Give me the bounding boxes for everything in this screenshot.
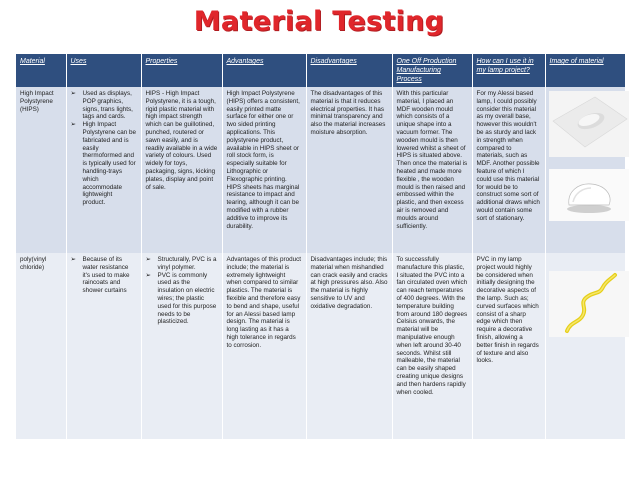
- properties-list: [146, 256, 218, 326]
- uses-list: [71, 256, 137, 295]
- header-uses: Uses: [66, 54, 141, 87]
- arrow-bullet-icon: ➢: [70, 121, 76, 129]
- header-properties: Properties: [141, 54, 222, 87]
- header-disadvantages: Disadvantages: [306, 54, 392, 87]
- header-advantages: Advantages: [222, 54, 306, 87]
- hips-sheet-image: [549, 91, 629, 157]
- header-lamp: How can I use it in my lamp project?: [472, 54, 545, 87]
- cell-material: High Impact Polystyrene (HIPS): [16, 87, 66, 253]
- cell-material: poly(vinyl chloride): [16, 253, 66, 439]
- slide-title: Material Testing: [193, 6, 445, 37]
- cell-uses: [66, 253, 141, 439]
- table-row: [16, 253, 625, 439]
- header-process: One Off Production Manufacturing Process: [392, 54, 472, 87]
- cell-properties: [141, 253, 222, 439]
- uses-list: [71, 90, 137, 207]
- cell-lamp: For my Alessi based lamp, I could possibly consider this material as my overall base, however this wouldn't be as sturdy and lack in strength when compared to materials, such as MDF. Another possible feature of which I could use this material for would be to construct some sort of additional draws which would contain some sort of stationary.: [472, 87, 545, 253]
- list-item: ➢ PVC is commonly used as the insulation on electric wires; the plastic used for this purpose needs to be plasticized.: [145, 271, 217, 326]
- cell-image: [545, 253, 625, 439]
- table-row: [16, 87, 625, 253]
- cell-advantages: Advantages of this product include; the material is extremely lightweight when compared to similar plastics. The material is flexible and therefore easy to bend and shape, useful for an Alessi based lamp design. The material is long lasting as it has a high tolerance in regards to corrosion.: [222, 253, 306, 439]
- list-item: ➢ Structurally, PVC is a vinyl polymer.: [145, 256, 217, 271]
- cell-process: To successfully manufacture this plastic, I situated the PVC into a fan circulated oven which can reach temperatures of 400 degrees. With the temperature building from around 180 degrees Celsius onwards, the material will be manipulative enough when left around 30-40 seconds. Whilst still malleable, the material can be easily shaped creating unique designs and then hardens rapidly when cooled.: [392, 253, 472, 439]
- cell-process: With this particular material, I placed an MDF wooden mould which consists of a unique shape into a vacuum former. The wooden mould is then lowered whilst a sheet of HIPS is situated above. Then once the material is heated and made more flexible , the wooden mould is then raised and embossed within the plastic, and then excess air is removed and moulds around sufficiently.: [392, 87, 472, 253]
- header-image: Image of material: [545, 54, 625, 87]
- cell-disadvantages: Disadvantages include; this material when mishandled can crack easily and cracks at high pressures also. Also the material is highly sensitive to UV and oxidative degradation.: [306, 253, 392, 439]
- list-item: ➢ High Impact Polystyrene can be fabricated and is easily thermoformed and is typically used for handling-trays which accommodate lightweight product.: [70, 121, 137, 207]
- cell-advantages: High Impact Polystyrene (HIPS) offers a consistent, easily printed matte surface for either one or two sided printing applications. This polystyrene product, available in HIPS sheet or roll stock form, is especially suitable for Lithographic or Flexographic printing. HIPS sheets has marginal resistance to impact and tearing, although it can be modified with a rubber additive to improve its durability.: [222, 87, 306, 253]
- cell-lamp: PVC in my lamp project would highly be considered when initially designing the decorative aspects of the lamp. Such as; curved surfaces which consist of a sharp edge which then require a decorative finish, allowing a better finish in regards of texture and also looks.: [472, 253, 545, 439]
- cell-image: [545, 87, 625, 253]
- arrow-bullet-icon: ➢: [145, 271, 151, 279]
- cell-uses: [66, 87, 141, 253]
- list-item: ➢ Used as displays, POP graphics, signs, trans lights, tags and cards.: [70, 90, 133, 121]
- arrow-bullet-icon: ➢: [145, 256, 151, 263]
- cell-properties: HIPS - High Impact Polystyrene, it is a tough, rigid plastic material with high impact strength which can be guillotined, punched, routered or sawn easily, and is readily available in a wide variety of colours. Used widely for toys, packaging, signs, kicking plates, display and point of sale.: [141, 87, 222, 253]
- arrow-bullet-icon: ➢: [70, 256, 76, 263]
- header-row: [16, 54, 625, 87]
- pvc-twisted-strip-image: [549, 271, 629, 337]
- header-material: Material: [16, 54, 66, 87]
- list-item: ➢ Because of its water resistance it's used to make raincoats and shower curtains: [70, 256, 130, 295]
- hips-moulded-shell-image: [549, 169, 629, 221]
- material-table: [16, 54, 626, 439]
- arrow-bullet-icon: ➢: [70, 90, 76, 97]
- cell-disadvantages: The disadvantages of this material is that it reduces electrical properties. It has minimal transparency and also the material increases moisture absorption.: [306, 87, 392, 253]
